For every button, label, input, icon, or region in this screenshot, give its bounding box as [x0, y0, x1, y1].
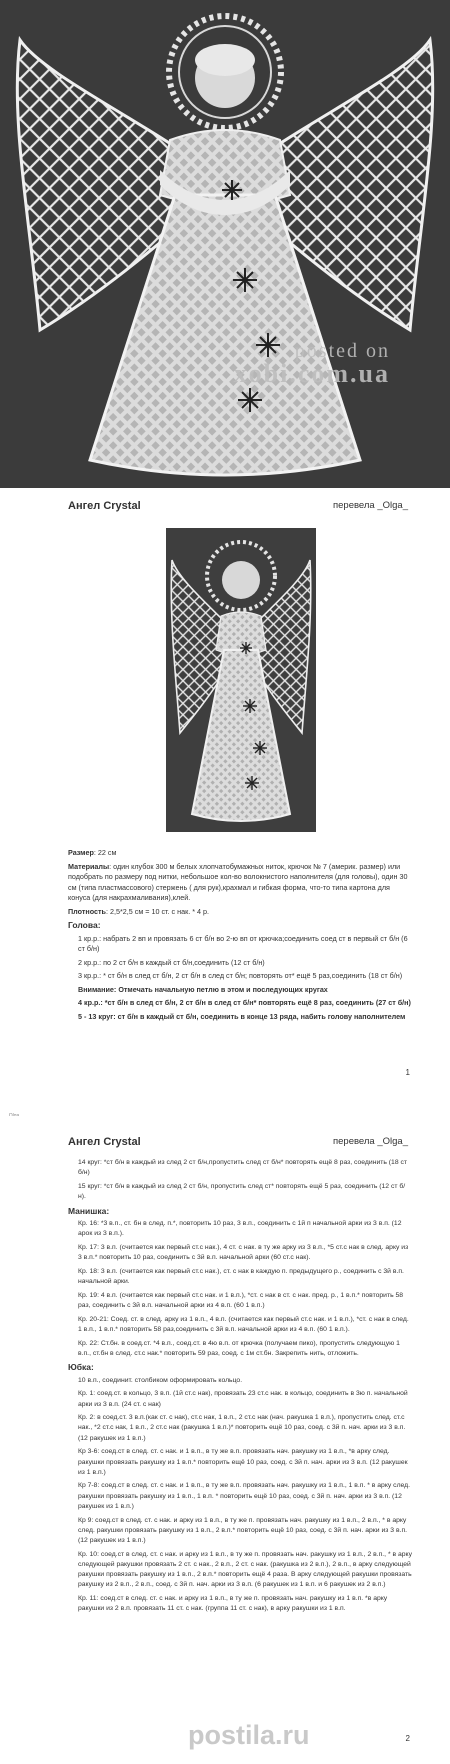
page-number-2: 2: [405, 1734, 410, 1743]
watermark-line1: posted on: [294, 340, 390, 362]
collar-row: Кр. 16: *3 в.п., ст. бн в след. п.*, повторить 10 раз, 3 в.п., соединить с 1й п начальной арки из 3 в.п. (12 арок из 3 в.п.).: [78, 1220, 402, 1238]
watermark-line2: xobi.com.ua: [233, 359, 390, 388]
page-1-header: [68, 500, 408, 512]
skirt-row: Кр. 1: соед.ст. в кольцо, 3 в.п. (1й ст.с нак), провязать 23 ст.с нак. в кольцо, соединить в 3ю п. начальной арки из 3 в.п. (24 ст. с нак): [78, 1390, 408, 1408]
angel-illustration: [0, 0, 450, 488]
skirt-row: Кр. 10: соед.ст в след. ст. с нак. и арку из 1 в.п., в ту же п. провязать нач. ракушку из 1 в.п., 2 в.п., * в арку следующей ракушки провязать 2 ст. с нак., 2 в.п., 2 ст. с нак. (ракушка из 2 в.п.), 2 в.п., в арку следующей ракушки провязать ракушку из 1 в.п., 2 в.п.* повторить ещё 4 раза. В арку следующей ракушки провязать ракушку из 2 в.п., 2 в.п., соед. с 3й п. нач. арки из 3 в.п. (6 ракушек из 1 в.п. и 6 ракушек из 2 в.п.): [78, 1550, 412, 1589]
collar-row: Кр. 18: 3 в.п. (считается как первый ст.с нак.), ст. с нак в каждую п. предыдущего р., соединить с 3й в.п. начальной арки.: [78, 1267, 404, 1286]
document-page-2: [0, 1116, 450, 1764]
page-2-header: [68, 1136, 408, 1148]
collar-row: Кр. 17: 3 в.п. (считается как первый ст.с нак.), 4 ст. с нак. в ту же арку из 3 в.п., *5 ст.с нак в след. арку из 3 в.п.* повторить 10 раз, соединить с 3й в.п. начальной арки (60 ст.с нак).: [78, 1243, 409, 1262]
size-value: : 22 см: [93, 848, 117, 857]
materials-label: Материалы: [68, 861, 110, 871]
page-1-title: Ангел Crystal: [68, 500, 141, 512]
watermark: [234, 340, 390, 389]
document-page-1: [0, 488, 450, 1116]
collar-row: Кр. 19: 4 в.п. (считается как первый ст.с нак. и 1 в.п.), *ст. с нак в ст. с нак. пред. р., 1 в.п.* повторить 58 раз, соединить с 3й в.п. начальной арки из 4 в.п. (60 1 в.п.): [78, 1291, 404, 1309]
collar-heading: Манишка:: [68, 1205, 110, 1216]
head-heading: Голова:: [68, 920, 101, 930]
page-1-translator: перевела _Olga_: [332, 500, 408, 511]
angel-photo: [0, 0, 450, 488]
materials-line: [68, 862, 412, 904]
head-row-2: 2 кр.р.: по 2 ст б/н в каждый ст б/н,соединить (12 ст б/н): [78, 957, 265, 967]
skirt-row: Кр 7-8: соед.ст в след. ст. с нак. и 1 в.п., в ту же в.п. провязать нач. ракушку из 1 в.п., 1 в.п. * в арку след. ракушки провязать ракушку из 1 в.п., 1 в.п. * повторить ещё 10 раз, соед. с 3й п. нач. арки из 3 в.п. (12 ракушек из 1 в.п.): [78, 1482, 411, 1510]
angel-illustration-small: [166, 528, 316, 832]
skirt-row: Кр 9: соед.ст в след. ст. с нак. и арку из 1 в.п., в ту же п. провязать нач. ракушку из 1 в.п., 2 в.п., * в арку след. ракушки провязать ракушку из 1 в.п., 2 в.п.* повторить ещё 10 раз, соед. с 3й п. нач. арки из 3 в.п. (12 ракушек из 1 в.п.): [78, 1516, 408, 1544]
page-2-title: Ангел Crystal: [68, 1136, 141, 1148]
page-2-translator: перевела _Olga_: [332, 1136, 408, 1147]
head-row-3: 3 кр.р.: * ст б/н в след ст б/н, 2 ст б/н в след ст б/н; повторять от* ещё 5 раз,соединить (18 ст б/н): [78, 971, 403, 980]
skirt-row: 10 в.п., соединит. столбиком оформировать кольцо.: [78, 1376, 243, 1384]
page-1-body: [68, 848, 412, 1025]
collar-row: Кр. 22: Ст.бн. в соед.ст. *4 в.п., соед.ст. в 4ю в.п. от крючка (получаем пико), пропустить следующую 1 в.п., ст.бн в след. ст.с нак.* повторить 59 раз, соед. с 1м ст.бн. Закрепить нить, отложить.: [78, 1339, 400, 1357]
density-line: [68, 907, 412, 918]
materials-text: : один клубок 300 м белых хлопчатобумажных ниток, крючок № 7 (америк. размер) или подобрать по размеру под нитки, небольшое кол-во волокнистого наполнителя (для головы), один 30 см (типа пластмассового) стержень ( для рук),крахмал и гибкая форма, что-то типа картона для конуса (для накрахмаливания),клей.: [68, 861, 408, 902]
head-row-4: 4 кр.р.: *ст б/н в след ст б/н, 2 ст б/н в след ст б/н* повторять ещё 8 раз, соединить (27 ст б/н): [78, 998, 411, 1007]
postila-watermark: postila.ru: [188, 1720, 310, 1750]
angel-photo-small: [166, 528, 316, 832]
skirt-heading: Юбка:: [68, 1362, 94, 1373]
size-line: [68, 848, 412, 859]
density-text: : 2,5*2,5 см = 10 ст. с нак. * 4 р.: [105, 906, 210, 916]
density-label: Плотность: [68, 906, 106, 916]
row-14: 14 круг: *ст б/н в каждый из след 2 ст б/н,пропустить след ст б/н* повторять ещё 8 раз, соединить (18 ст б/н): [78, 1159, 408, 1177]
skirt-row: Кр. 2: в соед.ст. 3 в.п.(как ст. с нак), ст.с нак, 1 в.п., 2 ст.с нак (нач. ракушка 1 в.п.), пропустить след. ст.с нак., *2 ст.с нак, 1 в.п., 2 ст.с нак (ракушка 1 в.п.)* повторить ещё 10 раз, соед. с 3й п. нач. арки из 3 в.п. (12 ракушек из 1 в.п.): [78, 1414, 406, 1442]
skirt-row: Кр. 11: соед.ст в след. ст. с нак. и арку из 1 в.п., в ту же п. провязать нач. ракушку из 1 в.п. *в арку ракушки из 2 в.п. провязать 11 ст. с нак. (группа 11 ст. с нак), в арку ракушки из 1 в.п.: [78, 1595, 388, 1613]
row-15: 15 круг: *ст б/н в каждый из след 2 ст б/н, пропустить след ст* повторять ещё 5 раз, соединить (12 ст б/н).: [78, 1182, 406, 1201]
head-row-1: 1 кр.р.: набрать 2 вп и провязать 6 ст б/н во 2-ю вп от крючка;соединить соед ст в первый ст б/н (6 ст б/н): [78, 933, 408, 953]
head-row-5-13: 5 - 13 круг: ст б/н в каждый ст б/н, соединить в конце 13 ряда, набить голову наполнителем: [78, 1011, 406, 1021]
note-line: Внимание: Отмечать начальную петлю в этом и последующих кругах: [78, 984, 328, 994]
page-2-body: [68, 1158, 412, 1618]
collar-row: Кр. 20-21: Соед. ст. в след. арку из 1 в.п., 4 в.п. (считается как первый ст.с нак. и 1 в.п.), *ст. с нак в след. 1 в.п., 1 в.п.* повторить 58 раз,соединить с 3й в.п. начальной арки из 4 в.п. (60 1 в.п.).: [78, 1315, 409, 1333]
size-label: Размер: [68, 848, 94, 857]
skirt-row: Кр 3-6: соед.ст в след. ст. с нак. и 1 в.п., в ту же в.п. провязать нач. ракушку из 1 в.п., *в арку след. ракушки провязать ракушку из 1 в.п.* повторить ещё 10 раз, соед. с 3й п. нач. арки из 3 в.п. (12 ракушек из 1 в.п.): [78, 1448, 408, 1476]
page-number-1: 1: [405, 1068, 410, 1077]
